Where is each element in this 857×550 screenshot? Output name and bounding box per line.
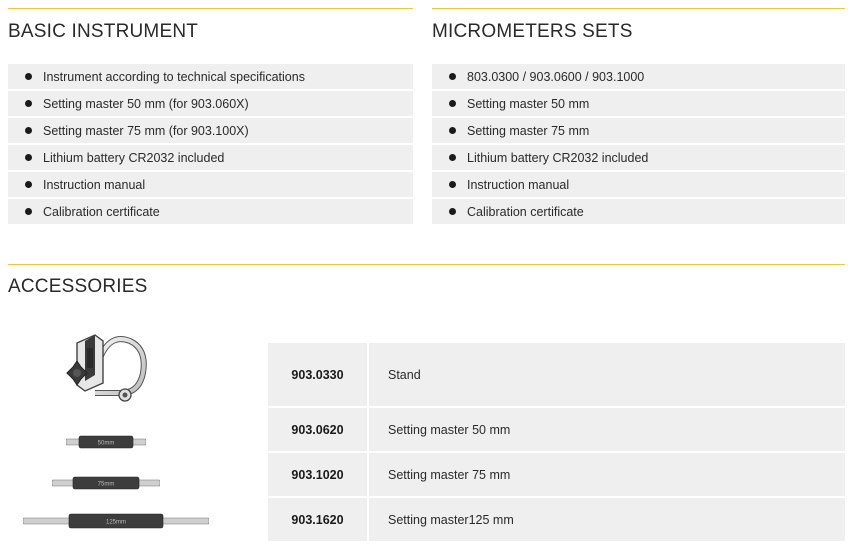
section-rule-accessories	[8, 264, 845, 265]
list-item-label: Instruction manual	[467, 177, 570, 192]
master-label-75: 75mm	[97, 481, 115, 488]
list-item-label: Lithium battery CR2032 included	[43, 150, 225, 165]
table-row	[268, 453, 845, 496]
setting-master-75-image	[52, 475, 160, 491]
bullet-icon	[449, 208, 456, 215]
master-label-50: 50mm	[97, 440, 115, 447]
accessory-description: Stand	[388, 367, 421, 382]
list-item	[8, 64, 413, 89]
accessory-description: Setting master125 mm	[388, 512, 514, 527]
setting-master-50-image	[66, 434, 146, 450]
list-item-label: Setting master 75 mm (for 903.100X)	[43, 123, 249, 138]
accessory-description: Setting master 50 mm	[388, 422, 511, 437]
list-item-label: Setting master 75 mm	[467, 123, 590, 138]
bullet-icon	[25, 181, 32, 188]
accessories-title: ACCESSORIES	[8, 276, 148, 297]
list-item-label: Instruction manual	[43, 177, 146, 192]
list-item-label: Setting master 50 mm (for 903.060X)	[43, 96, 249, 111]
bullet-icon	[449, 73, 456, 80]
list-item	[8, 91, 413, 116]
list-item	[8, 118, 413, 143]
list-item-label: Instrument according to technical specifications	[43, 69, 305, 84]
accessories-table	[268, 343, 845, 543]
list-item	[432, 172, 845, 197]
section-rule-sets	[432, 8, 845, 9]
bullet-icon	[449, 127, 456, 134]
list-item-label: 803.0300 / 903.0600 / 903.1000	[467, 69, 645, 84]
bullet-icon	[449, 181, 456, 188]
table-row	[268, 343, 845, 406]
accessory-code: 903.0330	[291, 367, 344, 382]
list-item	[432, 64, 845, 89]
bullet-icon	[25, 127, 32, 134]
stand-image	[55, 313, 155, 413]
bullet-icon	[25, 73, 32, 80]
table-row	[268, 408, 845, 451]
list-item-label: Calibration certificate	[467, 204, 584, 219]
accessory-code: 903.1620	[291, 512, 344, 527]
list-item	[8, 199, 413, 224]
micrometers-sets-title: MICROMETERS SETS	[432, 21, 633, 42]
list-item	[432, 118, 845, 143]
list-item	[432, 199, 845, 224]
bullet-icon	[25, 208, 32, 215]
table-row	[268, 498, 845, 541]
list-item-label: Setting master 50 mm	[467, 96, 590, 111]
master-label-125: 125mm	[105, 519, 127, 526]
bullet-icon	[449, 154, 456, 161]
accessory-code: 903.0620	[291, 422, 344, 437]
list-item-label: Lithium battery CR2032 included	[467, 150, 649, 165]
micrometers-sets-list	[432, 64, 845, 226]
list-item-label: Calibration certificate	[43, 204, 160, 219]
accessory-description: Setting master 75 mm	[388, 467, 511, 482]
list-item	[8, 145, 413, 170]
list-item	[432, 145, 845, 170]
setting-master-125-image	[23, 512, 209, 530]
basic-instrument-list	[8, 64, 413, 226]
bullet-icon	[449, 100, 456, 107]
basic-instrument-title: BASIC INSTRUMENT	[8, 21, 199, 42]
section-rule-basic	[8, 8, 413, 9]
list-item	[8, 172, 413, 197]
bullet-icon	[25, 100, 32, 107]
accessory-code: 903.1020	[291, 467, 344, 482]
bullet-icon	[25, 154, 32, 161]
list-item	[432, 91, 845, 116]
